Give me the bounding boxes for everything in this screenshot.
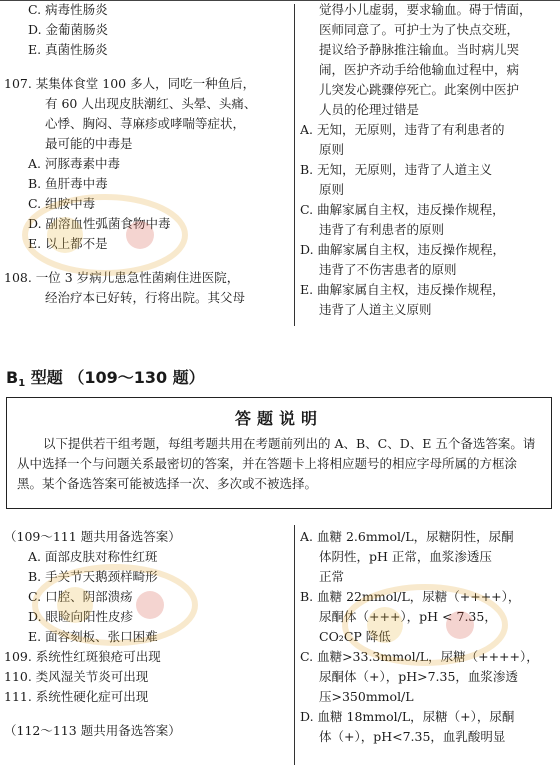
text-line: 111. 系统性硬化症可出现 xyxy=(4,689,149,704)
bottom-left-column xyxy=(0,527,292,741)
column-divider-top xyxy=(294,4,295,326)
text-line: B. 血糖 22mmol/L，尿糖（++++）， xyxy=(300,589,521,604)
text-line: （112～113 题共用备选答案） xyxy=(4,723,181,738)
section-heading xyxy=(6,368,205,394)
top-left-column xyxy=(0,0,292,308)
text-line: D. 血糖 18mmol/L，尿糖（+），尿酮 xyxy=(300,709,515,724)
text-line: 提议给予静脉推注输血。当时病儿哭 xyxy=(319,42,520,57)
text-line: C. 组胺中毒 xyxy=(28,196,96,211)
text-line: 经治疗本已好转，行将出院。其父母 xyxy=(45,290,246,305)
section-subscript: 1 xyxy=(18,378,26,389)
text-line: 原则 xyxy=(319,142,345,157)
text-line: E. 以上都不是 xyxy=(28,236,108,251)
text-line: 110. 类风湿关节炎可出现 xyxy=(4,669,149,684)
text-line: A. 面部皮肤对称性红斑 xyxy=(28,549,158,564)
text-line: C. 口腔、阴部溃疡 xyxy=(28,589,133,604)
instructions-box xyxy=(6,397,552,509)
text-line: 违背了不伤害患者的原则 xyxy=(319,262,457,277)
text-line: C. 曲解家属自主权，违反操作规程， xyxy=(300,202,505,217)
text-line: 有 60 人出现皮肤潮红、头晕、头痛、 xyxy=(45,96,257,111)
text-line: 109. 系统性红斑狼疮可出现 xyxy=(4,649,161,664)
instructions-title: 答题说明 xyxy=(234,409,323,428)
text-line: 尿酮体（+++），pH < 7.35， xyxy=(319,609,497,624)
text-line: C. 病毒性肠炎 xyxy=(28,2,108,17)
text-line: 体（+），pH<7.35，血乳酸明显 xyxy=(319,729,506,744)
text-line: A. 河豚毒素中毒 xyxy=(28,156,120,171)
text-line: 正常 xyxy=(319,569,345,584)
text-line: 儿突发心跳骤停死亡。此案例中医护 xyxy=(319,82,520,97)
text-line: 压>350mmol/L xyxy=(319,689,414,704)
text-line: E. 真菌性肠炎 xyxy=(28,42,108,57)
text-line: 违背了有利患者的原则 xyxy=(319,222,445,237)
text-line: D. 曲解家属自主权，违反操作规程， xyxy=(300,242,506,257)
text-line: E. 面容刻板、张口困难 xyxy=(28,629,158,644)
text-line: 原则 xyxy=(319,182,345,197)
text-line: 闹，医护齐动手给他输血过程中，病 xyxy=(319,62,520,77)
text-line: A. 无知，无原则，违背了有利患者的 xyxy=(300,122,505,137)
text-line: C. 血糖>33.3mmol/L，尿糖（++++）， xyxy=(300,649,539,664)
text-line: 觉得小儿虚弱，要求输血。碍于情面， xyxy=(319,2,532,17)
text-line: B. 手关节天鹅颈样畸形 xyxy=(28,569,158,584)
text-line: CO₂CP 降低 xyxy=(319,629,391,644)
top-right-column xyxy=(300,0,558,320)
text-line: （109～111 题共用备选答案） xyxy=(4,529,181,544)
text-line: 107. 某集体食堂 100 多人，同吃一种鱼后， xyxy=(4,76,256,91)
text-line: 医师同意了。可护士为了快点交班， xyxy=(319,22,520,37)
column-divider-bottom xyxy=(294,525,295,765)
spacer xyxy=(0,60,292,74)
text-line: 违背了人道主义原则 xyxy=(319,302,432,317)
text-line: 108. 一位 3 岁病儿患急性菌痢住进医院， xyxy=(4,270,240,285)
instructions-text: 以下提供若干组考题，每组考题共用在考题前列出的 A、B、C、D、E 五个备选答案。请从中选择一个与问题关系最密切的答案，并在答题卡上将相应题号的相应字母所属的方框涂黑。某个备选答案可能被选择一次、多次或不被选择。 xyxy=(17,436,536,491)
text-line: 最可能的中毒是 xyxy=(45,136,133,151)
section-prefix: B xyxy=(6,368,19,387)
bottom-right-column xyxy=(300,527,558,747)
section-title: 型题 （109～130 题） xyxy=(25,368,205,387)
text-line: D. 副溶血性弧菌食物中毒 xyxy=(28,216,171,231)
text-line: 心悸、胸闷、荨麻疹或哮喘等症状， xyxy=(45,116,246,131)
text-line: D. 金葡菌肠炎 xyxy=(28,22,109,37)
text-line: 体阴性，pH 正常，血浆渗透压 xyxy=(319,549,492,564)
text-line: E. 曲解家属自主权，违反操作规程， xyxy=(300,282,505,297)
spacer xyxy=(0,254,292,268)
text-line: 人员的伦理过错是 xyxy=(319,102,420,117)
text-line: B. 无知，无原则，违背了人道主义 xyxy=(300,162,493,177)
text-line: 尿酮体（+），pH>7.35，血浆渗透 xyxy=(319,669,518,684)
text-line: D. 眼睑向阳性皮疹 xyxy=(28,609,134,624)
spacer xyxy=(0,707,292,721)
text-line: B. 鱼肝毒中毒 xyxy=(28,176,108,191)
text-line: A. 血糖 2.6mmol/L，尿糖阴性，尿酮 xyxy=(300,529,514,544)
